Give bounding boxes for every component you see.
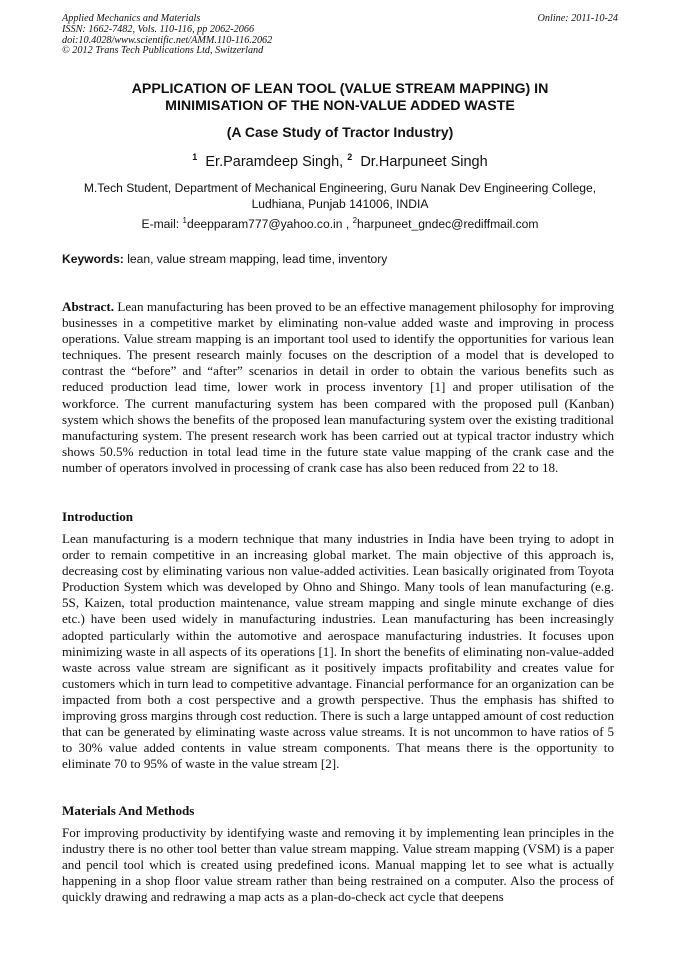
abstract-label: Abstract. [62, 299, 114, 314]
keywords-label: Keywords: [62, 252, 124, 266]
email-2[interactable]: harpuneet_gndec@rediffmail.com [357, 217, 539, 231]
introduction-heading: Introduction [62, 509, 134, 524]
materials-heading: Materials And Methods [62, 803, 195, 818]
email-1[interactable]: deepparam777@yahoo.co.in , [186, 217, 350, 231]
abstract-text: Lean manufacturing has been proved to be an effective management philosophy for improving businesses in a competitive market by eliminating non-value added waste and improving in process operations. Value stream mapping is an important tool used to identify the opportunities for various lean techniques. The present research mainly focuses on the description of a model that is developed to contrast the “before” and “after” scenarios in detail in order to obtain the various benefits such as reduced production lead time, lower work in process inventory [1] and proper utilisation of the workforce. The current manufacturing system has been compared with the proposed pull (Kanban) system which shows the benefits of the proposed lean manufacturing system over the existing traditional manufacturing system. The present research work has been carried out at typical tractor industry which shows 50.5% reduction in total lead time in the future state value mapping of the crank case and the number of operators involved in processing of crank case has also been reduced from 22 to 18. [62, 299, 614, 475]
keywords-text: lean, value stream mapping, lead time, inventory [127, 252, 388, 266]
author2-name: Dr.Harpuneet Singh [360, 154, 488, 170]
keywords [62, 251, 618, 267]
email2-marker: 2 [352, 216, 358, 225]
author-list [62, 152, 618, 172]
paper-title [62, 81, 618, 115]
title-line-2: MINIMISATION OF THE NON-VALUE ADDED WASTE [165, 98, 515, 114]
abstract [62, 299, 614, 476]
affiliation [62, 181, 618, 212]
doi-line: doi:10.4028/www.scientific.net/AMM.110-116.2062 [62, 34, 273, 46]
copyright-line: © 2012 Trans Tech Publications Ltd, Switzerland [62, 45, 264, 57]
email1-marker: 1 [182, 216, 187, 225]
paper-subtitle: (A Case Study of Tractor Industry) [226, 124, 454, 140]
title-line-1: APPLICATION OF LEAN TOOL (VALUE STREAM MAPPING) IN [131, 81, 549, 97]
issn-line: ISSN: 1662-7482, Vols. 110-116, pp 2062-2066 [62, 23, 255, 35]
affiliation-line-2: Ludhiana, Punjab 141006, INDIA [251, 196, 429, 211]
author1-marker: 1 [192, 152, 198, 162]
author2-marker: 2 [347, 152, 353, 162]
affiliation-line-1: M.Tech Student, Department of Mechanical Engineering, Guru Nanak Dev Engineering College, [83, 181, 597, 195]
author1-name: Er.Paramdeep Singh, [205, 154, 344, 170]
journal-name: Applied Mechanics and Materials [62, 13, 201, 24]
introduction-text: Lean manufacturing is a modern technique that many industries in India have been trying to adopt in order to remain competitive in an increasing global market. The main objective of this approach is, decreasing cost by eliminating various non value-added activities. Lean basically originated from Toyota Production System which was developed by Ohno and Shingo. Many tools of lean manufacturing (e.g. 5S, Kaizen, total production maintenance, value stream mapping and single minute exchange of dies etc.) have been used widely in manufacturing industries. Lean manufacturing has been increasingly adopted particularly within the automotive and aerospace manufacturing industries. It focuses upon minimizing waste in all aspects of its operations [1]. In short the benefits of eliminating non-value-added waste across value stream are significant as it positively impacts profitability and creates value for customers which in turn lead to competitive advantage. Financial performance for an organization can be impacted from both a cost perspective and a growth perspective. Thus the emphasis has shifted to improving gross margins through cost reduction. There is such a large untapped amount of cost reduction that can be generated by eliminating waste across value streams. It is not uncommon to have ratios of 5 to 30% value added contents in value stream components. That means there is the opportunity to eliminate 70 to 95% of waste in the value stream [2]. [62, 531, 614, 772]
journal-header [62, 14, 618, 57]
online-date: Online: 2011-10-24 [537, 13, 618, 24]
email-label: E-mail: [141, 217, 180, 231]
materials-text: For improving productivity by identifying waste and removing it by implementing lean principles in the industry there is no other tool better than value stream mapping. Value stream mapping (VSM) is a paper and pencil tool which is created using predefined icons. Manual mapping let to see what is actually happening in a shop floor value stream rather than being restrained on a computer. Also the process of quickly drawing and redrawing a map acts as a plan-do-check act cycle that deepens [62, 825, 614, 905]
email-line [62, 216, 618, 232]
